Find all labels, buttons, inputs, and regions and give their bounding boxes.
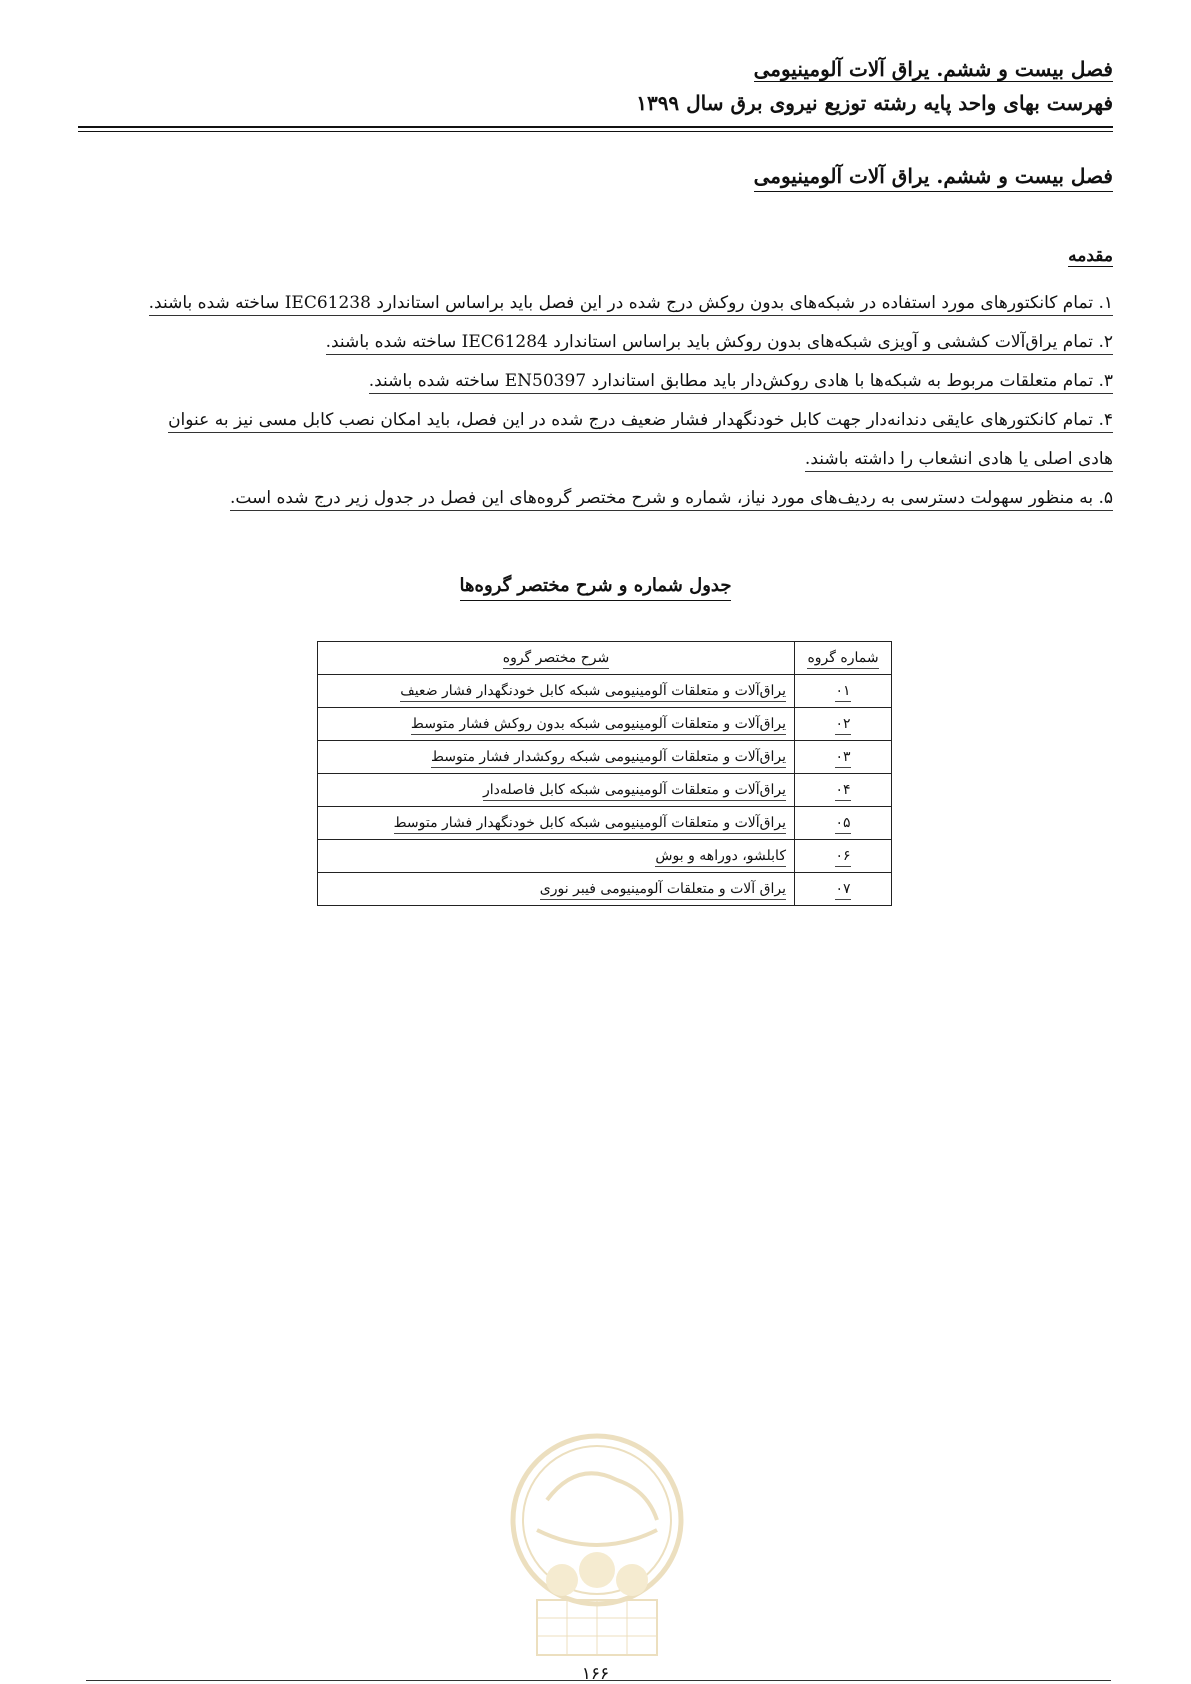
watermark-logo-icon: [507, 1430, 687, 1675]
group-number: ۰۱: [795, 675, 892, 708]
group-number: ۰۴: [795, 774, 892, 807]
table-row: [318, 807, 892, 840]
page-number: ۱۶۶: [581, 1664, 610, 1684]
table-header-row: [318, 642, 892, 675]
group-description: یراق‌آلات و متعلقات آلومینیومی شبکه کابل خودنگهدار فشار متوسط: [318, 807, 795, 840]
group-number: ۰۲: [795, 708, 892, 741]
header-divider-thin: [78, 131, 1113, 132]
table-row: [318, 774, 892, 807]
header-subtitle: فهرست بهای واحد پایه رشته توزیع نیروی برق سال ۱۳۹۹: [636, 91, 1113, 115]
intro-item-5: ۵. به منظور سهولت دسترسی به ردیف‌های مورد نیاز، شماره و شرح مختصر گروه‌های این فصل در جدول زیر درج شده است.: [78, 479, 1113, 518]
table-row: [318, 873, 892, 906]
page-header: [78, 52, 1113, 120]
group-number: ۰۷: [795, 873, 892, 906]
intro-heading: مقدمه: [1068, 246, 1113, 266]
table-row: [318, 741, 892, 774]
group-description: یراق‌آلات و متعلقات آلومینیومی شبکه بدون روکش فشار متوسط: [318, 708, 795, 741]
table-title: جدول شماره و شرح مختصر گروه‌ها: [0, 575, 1191, 596]
group-number: ۰۳: [795, 741, 892, 774]
group-number: ۰۶: [795, 840, 892, 873]
groups-table: [317, 641, 892, 906]
intro-item-1: ۱. تمام کانکتورهای مورد استفاده در شبکه‌های بدون روکش درج شده در این فصل باید براساس استاندارد IEC61238 ساخته شده باشند.: [78, 284, 1113, 323]
group-description: یراق‌آلات و متعلقات آلومینیومی شبکه کابل خودنگهدار فشار ضعیف: [318, 675, 795, 708]
group-description: کابلشو، دوراهه و بوش: [318, 840, 795, 873]
intro-item-2: ۲. تمام یراق‌آلات کششی و آویزی شبکه‌های بدون روکش باید براساس استاندارد IEC61284 ساخته شده باشند.: [78, 323, 1113, 362]
header-chapter: فصل بیست و ششم. یراق آلات آلومینیومی: [753, 57, 1113, 81]
header-group-number: شماره گروه: [795, 642, 892, 675]
chapter-title: فصل بیست و ششم. یراق آلات آلومینیومی: [78, 164, 1113, 188]
footer-divider: [86, 1680, 1111, 1681]
table-row: [318, 675, 892, 708]
header-group-description: شرح مختصر گروه: [318, 642, 795, 675]
table-row: [318, 840, 892, 873]
group-description: یراق‌آلات و متعلقات آلومینیومی شبکه کابل فاصله‌دار: [318, 774, 795, 807]
intro-item-3: ۳. تمام متعلقات مربوط به شبکه‌ها با هادی روکش‌دار باید مطابق استاندارد EN50397 ساخته شده باشند.: [78, 362, 1113, 401]
header-divider: [78, 126, 1113, 128]
group-number: ۰۵: [795, 807, 892, 840]
group-description: یراق‌آلات و متعلقات آلومینیومی شبکه روکشدار فشار متوسط: [318, 741, 795, 774]
intro-item-4-cont: هادی اصلی یا هادی انشعاب را داشته باشند.: [78, 440, 1113, 479]
table-row: [318, 708, 892, 741]
intro-list: [78, 284, 1113, 518]
group-description: یراق آلات و متعلقات آلومینیومی فیبر نوری: [318, 873, 795, 906]
intro-item-4: ۴. تمام کانکتورهای عایقی دندانه‌دار جهت کابل خودنگهدار فشار ضعیف درج شده در این فصل، باید امکان نصب کابل مسی نیز به عنوان: [78, 401, 1113, 440]
